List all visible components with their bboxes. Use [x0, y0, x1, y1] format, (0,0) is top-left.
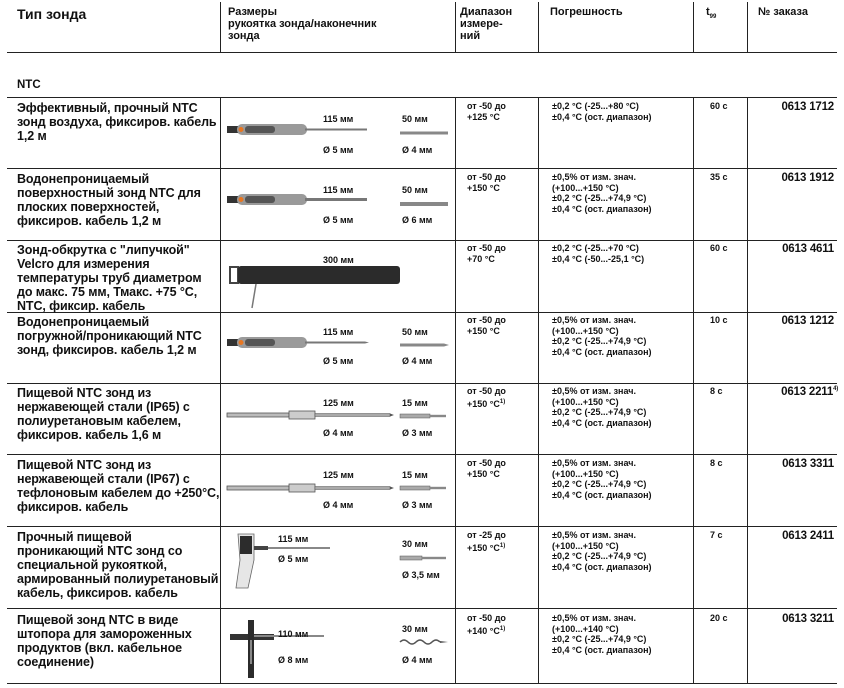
divider	[455, 97, 456, 684]
probe-name: Водонепроницаемый погружной/проникающий NTC зонд, фиксиров. кабель 1,2 м	[17, 315, 202, 357]
response-time: 60 с	[710, 243, 728, 253]
divider	[693, 2, 694, 53]
tip-length: 15 мм	[402, 398, 428, 408]
probe-name: Водонепроницаемый поверхностный зонд NTC для плоских поверхностей, фиксиров. кабель 1,2 м	[17, 172, 201, 228]
probe-corkscrew-image	[228, 612, 338, 682]
handle-length: 115 мм	[323, 114, 354, 124]
tip-diameter: Ø 4 мм	[402, 655, 433, 665]
tip-image	[400, 200, 450, 208]
divider	[747, 97, 748, 684]
response-time: 8 с	[710, 458, 723, 468]
handle-length: 115 мм	[323, 185, 354, 195]
response-time: 35 с	[710, 172, 728, 182]
tip-length: 30 мм	[402, 624, 428, 634]
handle-length: 125 мм	[323, 470, 354, 480]
order-number[interactable]: 0613 1712	[781, 101, 834, 113]
measure-range	[467, 386, 506, 410]
tip-image	[400, 484, 450, 492]
footnote: 1)	[499, 626, 506, 632]
table-bottom-rule	[7, 683, 837, 684]
divider	[747, 2, 748, 53]
range-text: от -50 до +150 °С	[467, 386, 506, 409]
probe-name: Пищевой NTC зонд из нержавеющей стали (IP67) с тефлоновым кабелем до +250°С, фиксиров. кабель	[17, 458, 220, 514]
order-text: 0613 2211	[781, 386, 834, 398]
accuracy: ±0,5% от изм. знач. (+100...+150 °С) ±0,2 °С (-25...+74,9 °С) ±0,4 °С (ост. диапазон)	[552, 458, 652, 500]
tip-diameter: Ø 4 мм	[402, 356, 433, 366]
handle-diameter: Ø 5 мм	[323, 356, 354, 366]
section-label: NTC	[17, 79, 41, 91]
tip-diameter: Ø 3,5 мм	[402, 570, 440, 580]
divider	[538, 2, 539, 53]
handle-diameter: Ø 5 мм	[323, 145, 354, 155]
handle-length: 125 мм	[323, 398, 354, 408]
tip-length: 50 мм	[402, 185, 428, 195]
order-number[interactable]: 0613 2411	[782, 530, 834, 542]
probe-name: Прочный пищевой проникающий NTC зонд со специальной рукояткой, армированный полиуретановый кабель, фиксиров. кабель	[17, 530, 219, 600]
tip-image	[400, 638, 450, 646]
handle-length: 115 мм	[278, 534, 309, 544]
divider	[693, 97, 694, 684]
measure-range: от -50 до +150 °С	[467, 458, 506, 479]
row-rule	[7, 168, 837, 169]
accuracy: ±0,5% от изм. знач. (+100...+150 °С) ±0,2 °С (-25...+74,9 °С) ±0,4 °С (ост. диапазон)	[552, 530, 652, 572]
tip-length: 30 мм	[402, 539, 428, 549]
measure-range	[467, 530, 506, 554]
row-rule	[7, 240, 837, 241]
measure-range: от -50 до +70 °С	[467, 243, 506, 264]
range-text: от -25 до +150 °С	[467, 530, 506, 553]
tip-diameter: Ø 3 мм	[402, 428, 433, 438]
accuracy: ±0,2 °С (-25...+80 °С) ±0,4 °С (ост. диапазон)	[552, 101, 652, 122]
handle-diameter: Ø 5 мм	[323, 215, 354, 225]
measure-range: от -50 до +125 °С	[467, 101, 506, 122]
section-rule	[7, 97, 837, 98]
accuracy: ±0,5% от изм. знач. (+100...+150 °С) ±0,2 °С (-25...+74,9 °С) ±0,4 °С (ост. диапазон)	[552, 172, 652, 214]
order-number[interactable]: 0613 1912	[781, 172, 834, 184]
footnote: 1)	[499, 399, 506, 405]
strap-length: 300 мм	[323, 255, 354, 265]
tip-diameter: Ø 4 мм	[402, 145, 433, 155]
header-order: № заказа	[758, 6, 808, 18]
header-t-sub: 99	[709, 14, 717, 21]
handle-diameter: Ø 8 мм	[278, 655, 309, 665]
handle-length: 115 мм	[323, 327, 354, 337]
header-range: Диапазон измере- ний	[460, 6, 513, 42]
row-rule	[7, 383, 837, 384]
tip-image	[400, 342, 450, 348]
order-number[interactable]	[781, 386, 838, 398]
footnote: 4)	[833, 386, 838, 393]
divider	[220, 2, 221, 53]
row-rule	[7, 526, 837, 527]
tip-length: 50 мм	[402, 327, 428, 337]
order-number[interactable]: 0613 1212	[781, 315, 834, 327]
tip-image	[400, 412, 450, 420]
accuracy: ±0,2 °С (-25...+70 °С) ±0,4 °С (-50...-25,1 °С)	[552, 243, 645, 264]
accuracy: ±0,5% от изм. знач. (+100...+140 °С) ±0,2 °С (-25...+74,9 °С) ±0,4 °С (ост. диапазон)	[552, 613, 652, 655]
footnote: 1)	[499, 543, 506, 549]
header-type: Тип зонда	[17, 6, 87, 22]
probe-name: Эффективный, прочный NTC зонд воздуха, фиксиров. кабель 1,2 м	[17, 101, 217, 143]
response-time: 8 с	[710, 386, 723, 396]
tip-length: 15 мм	[402, 470, 428, 480]
response-time: 10 с	[710, 315, 728, 325]
velcro-strap-image	[228, 262, 403, 312]
handle-diameter: Ø 4 мм	[323, 500, 354, 510]
header-t99	[706, 6, 716, 20]
tip-length: 50 мм	[402, 114, 428, 124]
tip-image	[400, 130, 450, 136]
handle-diameter: Ø 5 мм	[278, 554, 309, 564]
measure-range: от -50 до +150 °С	[467, 172, 506, 193]
accuracy: ±0,5% от изм. знач. (+100...+150 °С) ±0,2 °С (-25...+74,9 °С) ±0,4 °С (ост. диапазон)	[552, 386, 652, 428]
handle-diameter: Ø 4 мм	[323, 428, 354, 438]
response-time: 60 с	[710, 101, 728, 111]
response-time: 20 с	[710, 613, 728, 623]
tip-diameter: Ø 3 мм	[402, 500, 433, 510]
order-number[interactable]: 0613 3311	[782, 458, 834, 470]
tip-image	[400, 554, 450, 562]
header-dimensions: Размеры рукоятка зонда/наконечник зонда	[228, 6, 377, 42]
probe-food-ip65-image	[225, 408, 395, 422]
order-number[interactable]: 0613 3211	[782, 613, 834, 625]
header-t-label: t	[706, 6, 710, 18]
measure-range: от -50 до +150 °С	[467, 315, 506, 336]
handle-length: 110 мм	[278, 629, 309, 639]
probe-food-ip67-image	[225, 481, 395, 495]
measure-range	[467, 613, 506, 637]
row-rule	[7, 454, 837, 455]
divider	[455, 2, 456, 53]
response-time: 7 с	[710, 530, 723, 540]
probe-name: Зонд-обкрутка с "липучкой" Velcro для измерения температуры труб диаметром до макс. 75 мм, Тмакс. +75 °С, NTC, фиксир. кабель	[17, 243, 202, 313]
row-rule	[7, 608, 837, 609]
probe-name: Пищевой зонд NTC в виде штопора для замороженных продуктов (вкл. кабельное соединение)	[17, 613, 192, 669]
header-rule	[7, 52, 837, 53]
header-accuracy: Погрешность	[550, 6, 623, 18]
range-text: от -50 до +140 °С	[467, 613, 506, 636]
divider	[220, 97, 221, 684]
accuracy: ±0,5% от изм. знач. (+100...+150 °С) ±0,2 °С (-25...+74,9 °С) ±0,4 °С (ост. диапазон)	[552, 315, 652, 357]
probe-name: Пищевой NTC зонд из нержавеющей стали (IP65) с полиуретановым кабелем, фиксиров. кабель 1,6 м	[17, 386, 190, 442]
divider	[538, 97, 539, 684]
order-number[interactable]: 0613 4611	[782, 243, 834, 255]
tip-diameter: Ø 6 мм	[402, 215, 433, 225]
